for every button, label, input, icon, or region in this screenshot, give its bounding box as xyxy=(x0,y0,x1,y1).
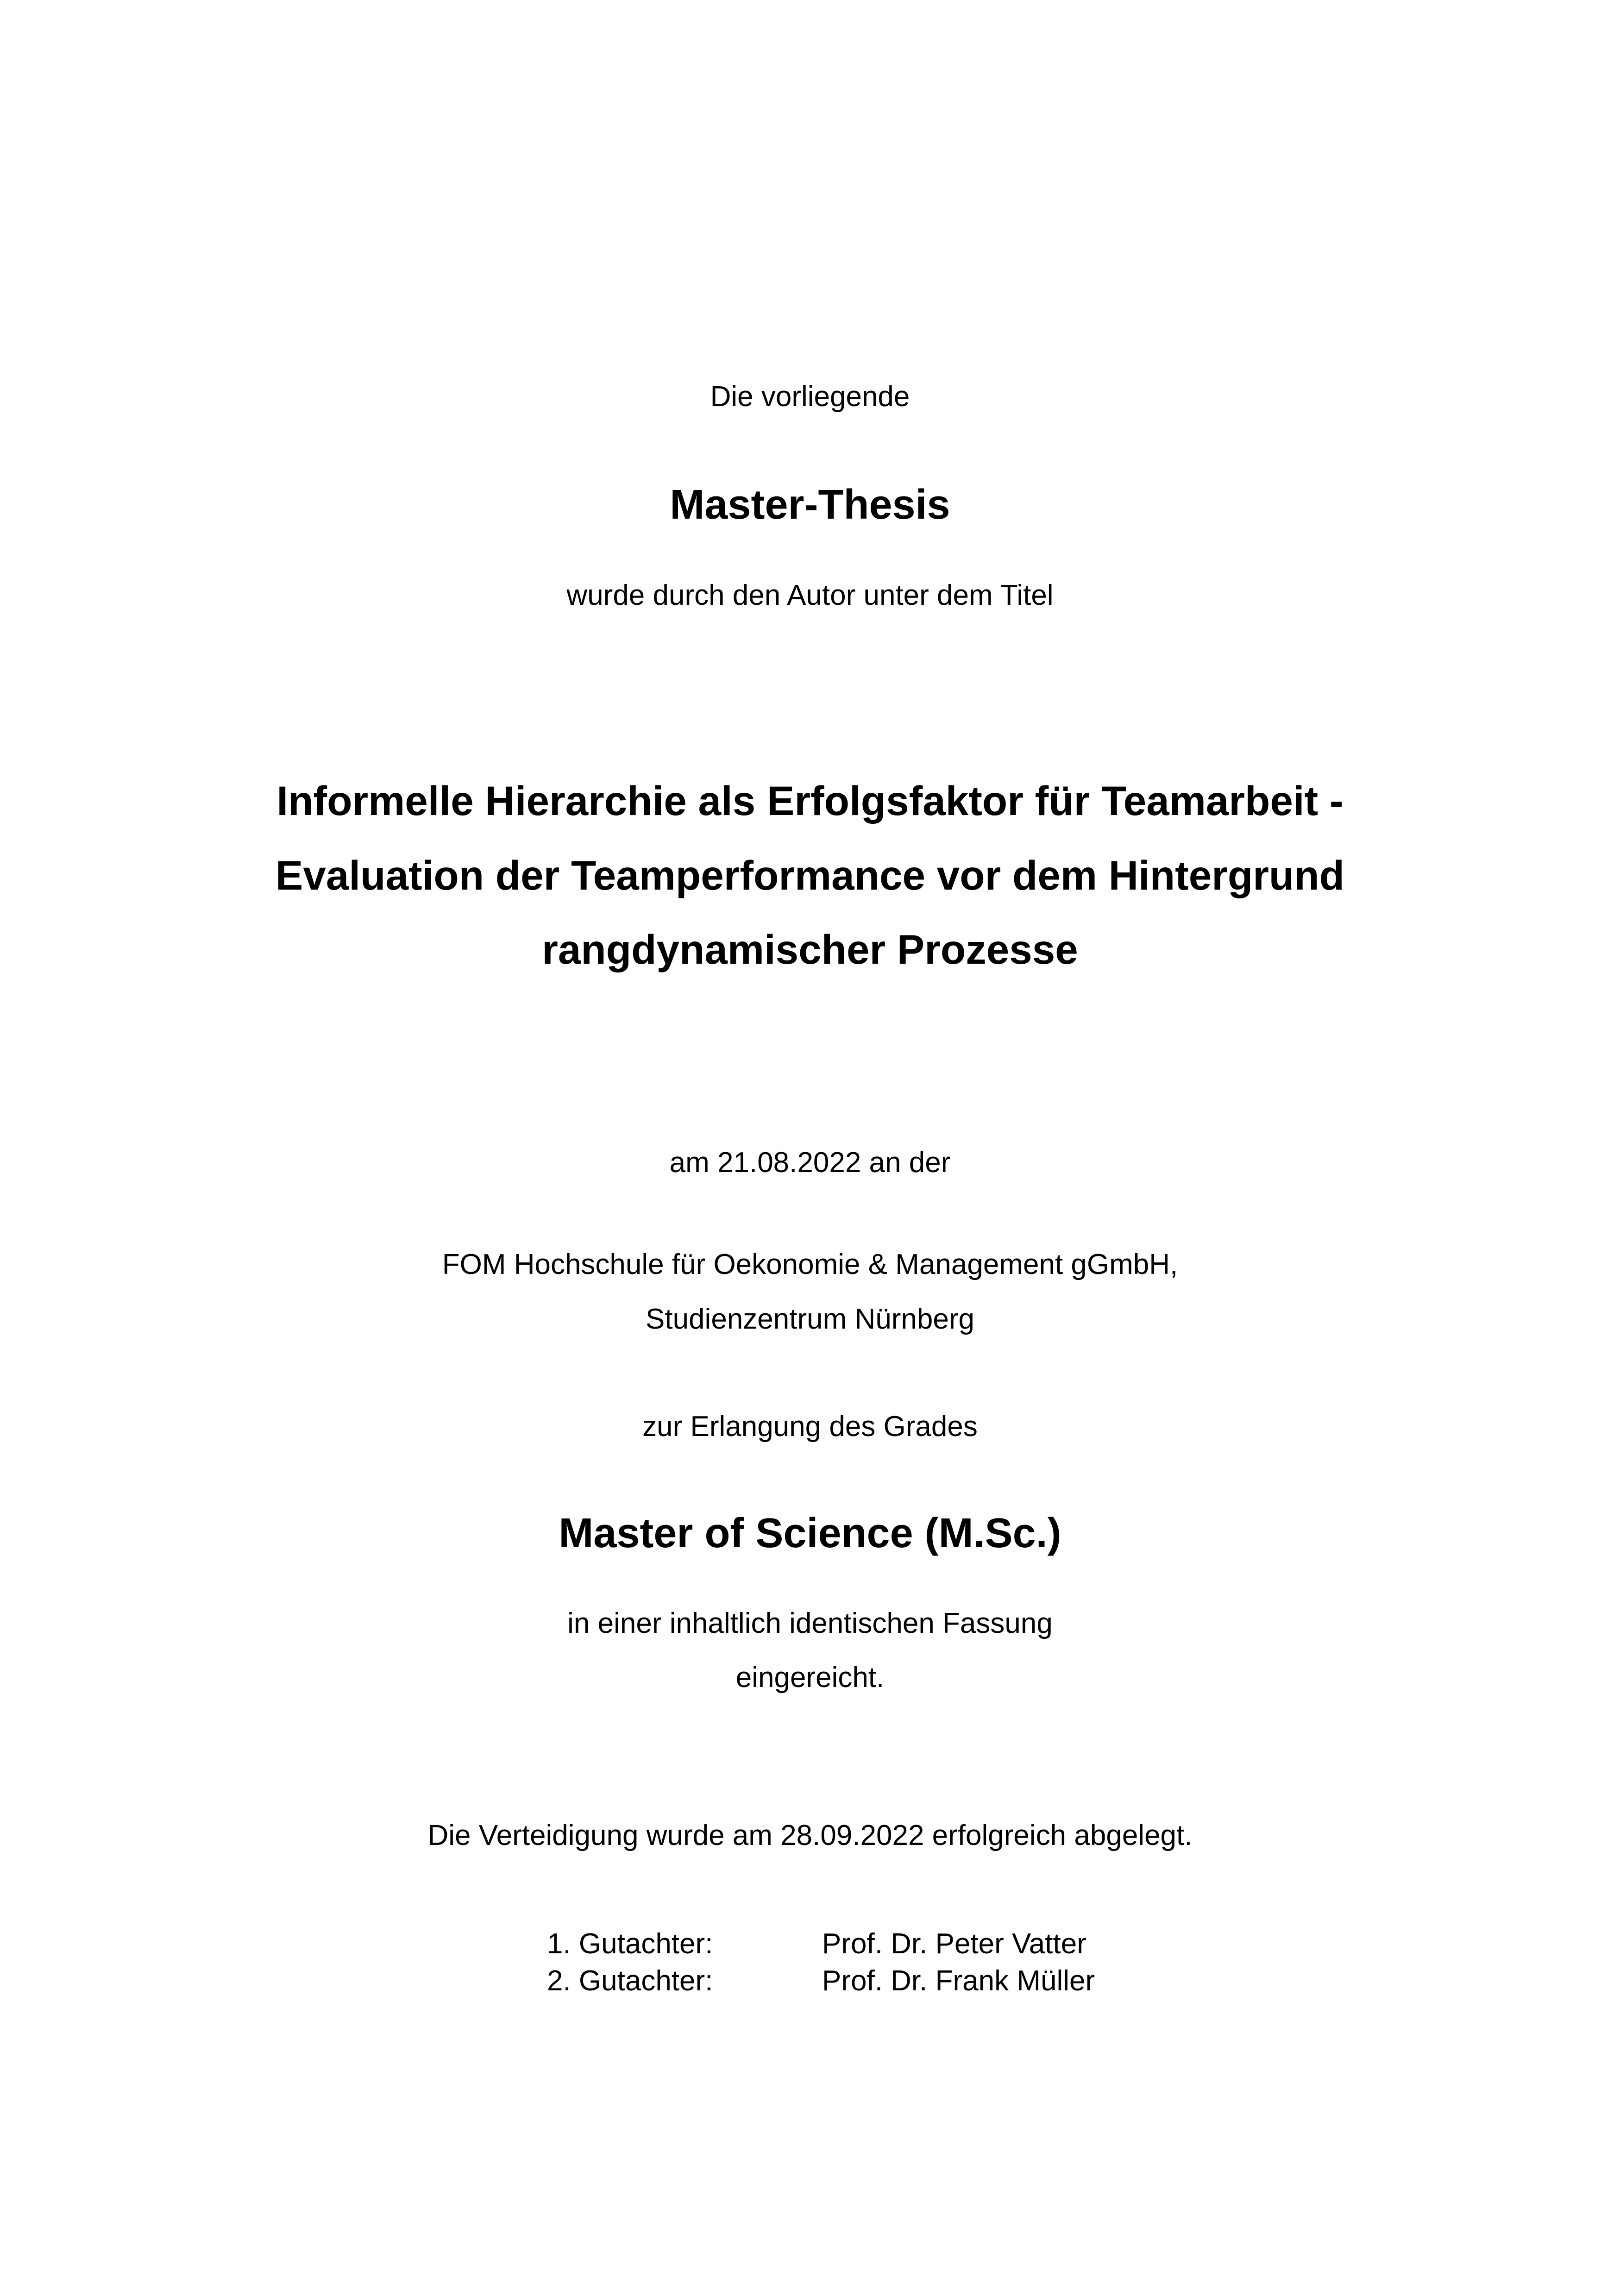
purpose-text: zur Erlangung des Grades xyxy=(642,1411,978,1443)
thesis-title-line-1: Informelle Hierarchie als Erfolgsfaktor für Teamarbeit - xyxy=(276,778,1344,824)
reviewer-name: Prof. Dr. Peter Vatter xyxy=(822,1928,1086,1960)
reviewer-role: 2. Gutachter: xyxy=(547,1965,713,1997)
degree-heading: Master of Science (M.Sc.) xyxy=(559,1510,1061,1556)
defense-text: Die Verteidigung wurde am 28.09.2022 erfolgreich abgelegt. xyxy=(427,1819,1193,1851)
institution-name: FOM Hochschule für Oekonomie & Management gGmbH, xyxy=(442,1248,1178,1280)
institution-campus: Studienzentrum Nürnberg xyxy=(646,1303,974,1335)
reviewer-row xyxy=(547,1963,1095,2000)
document-type-heading: Master-Thesis xyxy=(670,482,950,528)
thesis-title-line-3: rangdynamischer Prozesse xyxy=(542,926,1078,972)
submitted-by-text: wurde durch den Autor unter dem Titel xyxy=(566,579,1054,611)
reviewer-role: 1. Gutachter: xyxy=(547,1928,713,1960)
submission-note-line-2: eingereicht. xyxy=(735,1662,885,1694)
submission-note-line-1: in einer inhaltlich identischen Fassung xyxy=(567,1607,1053,1639)
reviewer-name: Prof. Dr. Frank Müller xyxy=(822,1965,1095,1997)
reviewer-row xyxy=(547,1926,1095,1963)
thesis-title-line-2: Evaluation der Teamperformance vor dem Hintergrund xyxy=(276,852,1344,898)
submission-date-text: am 21.08.2022 an der xyxy=(669,1147,951,1179)
reviewers-list xyxy=(547,1926,1095,2000)
intro-text: Die vorliegende xyxy=(710,381,910,413)
